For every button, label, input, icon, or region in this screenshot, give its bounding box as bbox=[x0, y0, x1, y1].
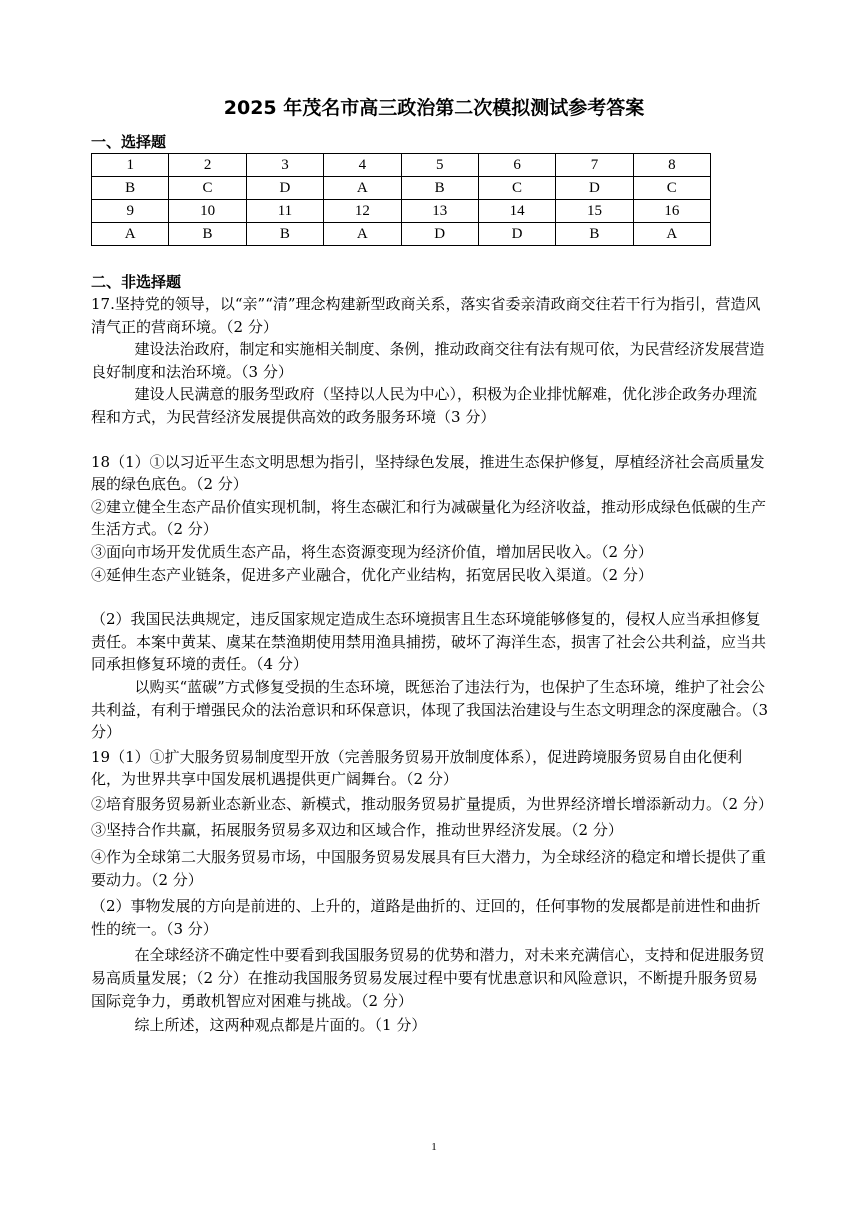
answer-table-cell: B bbox=[92, 177, 169, 200]
answer-table-cell: 8 bbox=[633, 154, 710, 177]
q19-2-para-3: 综上所述，这两种观点都是片面的。（1 分） bbox=[134, 1016, 427, 1035]
answer-table-row bbox=[92, 154, 711, 177]
answer-table-cell: A bbox=[324, 177, 401, 200]
answer-table-cell: C bbox=[633, 177, 710, 200]
answer-table-cell: C bbox=[478, 177, 555, 200]
answer-body bbox=[91, 293, 771, 1037]
answer-table-cell: 7 bbox=[556, 154, 633, 177]
answer-table-cell: 3 bbox=[246, 154, 323, 177]
answer-table-cell: 1 bbox=[92, 154, 169, 177]
answer-table-cell: 10 bbox=[169, 200, 246, 223]
page-number: 1 bbox=[431, 1141, 437, 1153]
answer-table bbox=[91, 153, 711, 246]
answer-table-cell: A bbox=[324, 223, 401, 246]
answer-table-cell: 6 bbox=[478, 154, 555, 177]
q19-1-point-2: ②培育服务贸易新业态新业态、新模式，推动服务贸易扩量提质，为世界经济增长增添新动力。（2 分） bbox=[91, 794, 773, 813]
answer-table-cell: 15 bbox=[556, 200, 633, 223]
q18-1-point-4: ④延伸生态产业链条，促进多产业融合，优化产业结构，拓宽居民收入渠道。（2 分） bbox=[91, 565, 653, 584]
q18-2-para-2: 以购买“蓝碳”方式修复受损的生态环境，既惩治了违法行为，也保护了生态环境，维护了社会公共利益，有利于增强民众的法治意识和环保意识，体现了我国法治建设与生态文明理念的深度融合。（3 分） bbox=[91, 677, 769, 742]
q17-para-3: 建设人民满意的服务型政府（坚持以人民为中心），积极为企业排忧解难，优化涉企政务办理流程和方式，为民营经济发展提供高效的政务服务环境（3 分） bbox=[91, 385, 758, 426]
q19-1-point-4: ④作为全球第二大服务贸易市场，中国服务贸易发展具有巨大潜力，为全球经济的稳定和增长提供了重要动力。（2 分） bbox=[91, 848, 767, 889]
answer-table-cell: 5 bbox=[401, 154, 478, 177]
q19-1-point-3: ③坚持合作共赢，拓展服务贸易多双边和区域合作，推动世界经济发展。（2 分） bbox=[91, 821, 623, 840]
answer-table-cell: A bbox=[633, 223, 710, 246]
answer-table-cell: D bbox=[401, 223, 478, 246]
answer-table-cell: D bbox=[246, 177, 323, 200]
answer-table-cell: 9 bbox=[92, 200, 169, 223]
q19-2-para-1: （2）事物发展的方向是前进的、上升的，道路是曲折的、迂回的，任何事物的发展都是前进性和曲折性的统一。（3 分） bbox=[91, 897, 761, 938]
answer-table-cell: B bbox=[246, 223, 323, 246]
q18-1-point-3: ③面向市场开发优质生态产品，将生态资源变现为经济价值，增加居民收入。（2 分） bbox=[91, 542, 653, 561]
answer-table-cell: D bbox=[556, 177, 633, 200]
answer-table-cell: 16 bbox=[633, 200, 710, 223]
q17-para-1: 17.坚持党的领导，以“亲”“清”理念构建新型政商关系，落实省委亲清政商交往若干行为指引，营造风清气正的营商环境。（2 分） bbox=[91, 295, 761, 336]
answer-table-cell: B bbox=[169, 223, 246, 246]
answer-table-cell: 14 bbox=[478, 200, 555, 223]
q18-1-point-2: ②建立健全生态产品价值实现机制，将生态碳汇和行为减碳量化为经济收益，推动形成绿色低碳的生产生活方式。（2 分） bbox=[91, 497, 767, 539]
answer-table-cell: 2 bbox=[169, 154, 246, 177]
answer-table-cell: 4 bbox=[324, 154, 401, 177]
answer-table-cell: D bbox=[478, 223, 555, 246]
answer-table-row bbox=[92, 223, 711, 246]
answer-table-cell: A bbox=[92, 223, 169, 246]
answer-table-cell: C bbox=[169, 177, 246, 200]
answer-table-row bbox=[92, 200, 711, 223]
section-heading-nonchoice: 二、非选择题 bbox=[91, 273, 182, 291]
q18-1-point-1: 18（1）①以习近平生态文明思想为指引，坚持绿色发展，推进生态保护修复，厚植经济社会高质量发展的绿色底色。（2 分） bbox=[91, 452, 765, 494]
q19-1-point-1: 19（1）①扩大服务贸易制度型开放（完善服务贸易开放制度体系），促进跨境服务贸易自由化便利化，为世界共享中国发展机遇提供更广阔舞台。（2 分） bbox=[91, 747, 743, 789]
answer-table-cell: B bbox=[556, 223, 633, 246]
q17-para-2: 建设法治政府，制定和实施相关制度、条例，推动政商交往有法有规可依，为民营经济发展营造良好制度和法治环境。（3 分） bbox=[91, 340, 765, 381]
answer-table-cell: 11 bbox=[246, 200, 323, 223]
answer-table-row bbox=[92, 177, 711, 200]
page-title: 2025 年茂名市高三政治第二次模拟测试参考答案 bbox=[223, 97, 645, 119]
q18-2-para-1: （2）我国民法典规定，违反国家规定造成生态环境损害且生态环境能够修复的，侵权人应当承担修复责任。本案中黄某、虞某在禁渔期使用禁用渔具捕捞，破坏了海洋生态，损害了社会公共利益，应当共同承担修复环境的责任。（4 分） bbox=[91, 610, 767, 674]
answer-table-cell: 12 bbox=[324, 200, 401, 223]
q19-2-para-2: 在全球经济不确定性中要看到我国服务贸易的优势和潜力，对未来充满信心，支持和促进服务贸易高质量发展；（2 分）在推动我国服务贸易发展过程中要有忧患意识和风险意识，不断提升服务贸易国际竞争力，勇敢机智应对困难与挑战。（2 分） bbox=[91, 946, 765, 1010]
answer-table-cell: 13 bbox=[401, 200, 478, 223]
answer-table-cell: B bbox=[401, 177, 478, 200]
section-heading-choice: 一、选择题 bbox=[91, 133, 167, 151]
